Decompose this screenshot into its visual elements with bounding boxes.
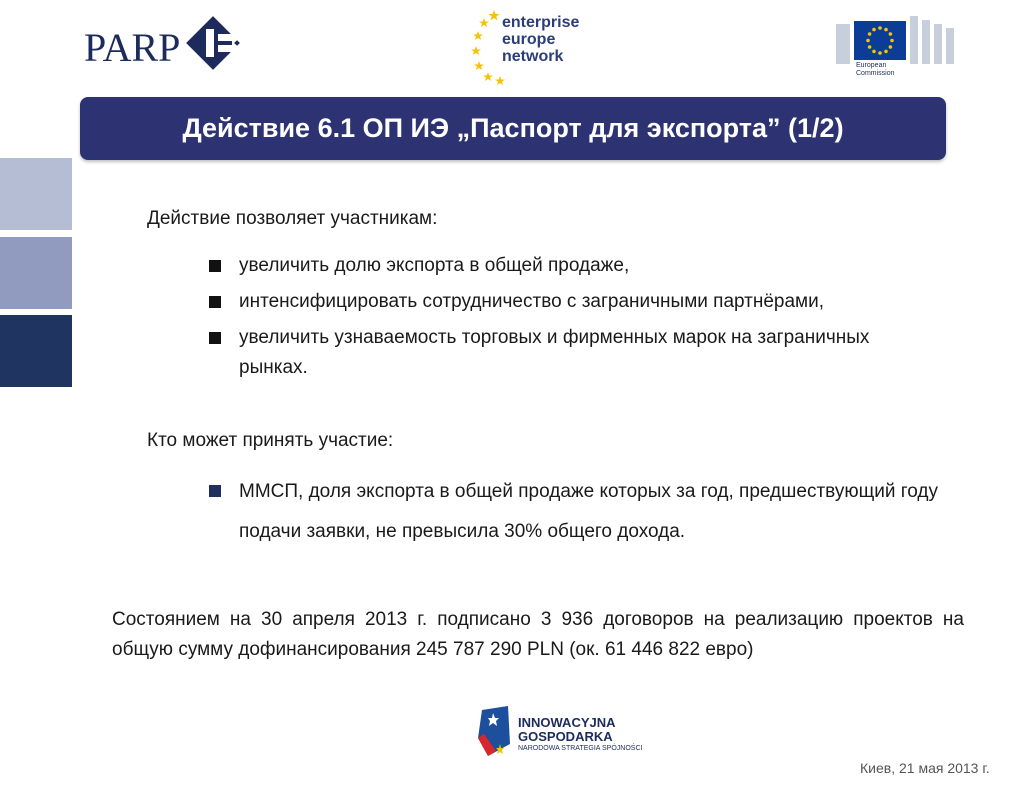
side-block-light (0, 158, 72, 230)
een-line-3: network (502, 48, 564, 65)
ig-logo-text (518, 716, 642, 754)
page-title: Действие 6.1 ОП ИЭ „Паспорт для экспорта” (1/2) (182, 113, 844, 143)
section2-list (209, 472, 949, 552)
ec-line-1: European (856, 62, 887, 69)
side-block-dark (0, 315, 72, 387)
parp-arrows-icon (184, 14, 242, 72)
een-logo-text (502, 14, 579, 65)
square-bullet-icon (209, 260, 221, 272)
enterprise-europe-network-logo (470, 6, 580, 86)
square-bullet-icon (209, 296, 221, 308)
star-ring-icon (470, 6, 506, 86)
list-item-text: ММСП, доля экспорта в общей продаже которых за год, предшествующий году подачи заявки, не превысила 30% общего дохода. (239, 481, 938, 542)
eu-flag-icon (854, 21, 906, 60)
footer-date: Киев, 21 мая 2013 г. (860, 760, 990, 776)
parp-logo-text: PARP (84, 25, 181, 70)
section1-intro: Действие позволяет участникам: (147, 208, 438, 229)
ig-line-2: GOSPODARKA (518, 729, 613, 744)
innowacyjna-gospodarka-logo (474, 704, 674, 764)
list-item (209, 251, 969, 281)
ig-line-1: INNOWACYJNA (518, 715, 616, 730)
parp-logo (84, 14, 244, 74)
een-line-1: enterprise (502, 14, 580, 31)
list-item (209, 472, 949, 552)
ec-logo-text (856, 62, 895, 78)
title-banner (80, 97, 946, 160)
ig-line-3: NARODOWA STRATEGIA SPÓJNOŚCI (518, 745, 643, 752)
ig-flag-icon (474, 704, 514, 762)
list-item (209, 287, 969, 317)
list-item (209, 323, 969, 383)
european-commission-logo (836, 14, 960, 78)
summary-paragraph: Состоянием на 30 апреля 2013 г. подписано 3 936 договоров на реализацию проектов на общую сумму дофинансирования 245 787 290 PLN (ок. 61 446 822 евро) (112, 609, 964, 660)
side-block-mid (0, 237, 72, 309)
list-item-text: увеличить долю экспорта в общей продаже, (239, 255, 630, 276)
list-item-text: увеличить узнаваемость торговых и фирменных марок на заграничных рынках. (239, 327, 870, 378)
section1-list (209, 251, 969, 383)
ec-line-2: Commission (856, 70, 895, 77)
section2-intro: Кто может принять участие: (147, 430, 394, 451)
square-bullet-icon (209, 332, 221, 344)
square-bullet-icon (209, 485, 221, 497)
list-item-text: интенсифицировать сотрудничество с заграничными партнёрами, (239, 291, 825, 312)
een-line-2: europe (502, 31, 556, 48)
